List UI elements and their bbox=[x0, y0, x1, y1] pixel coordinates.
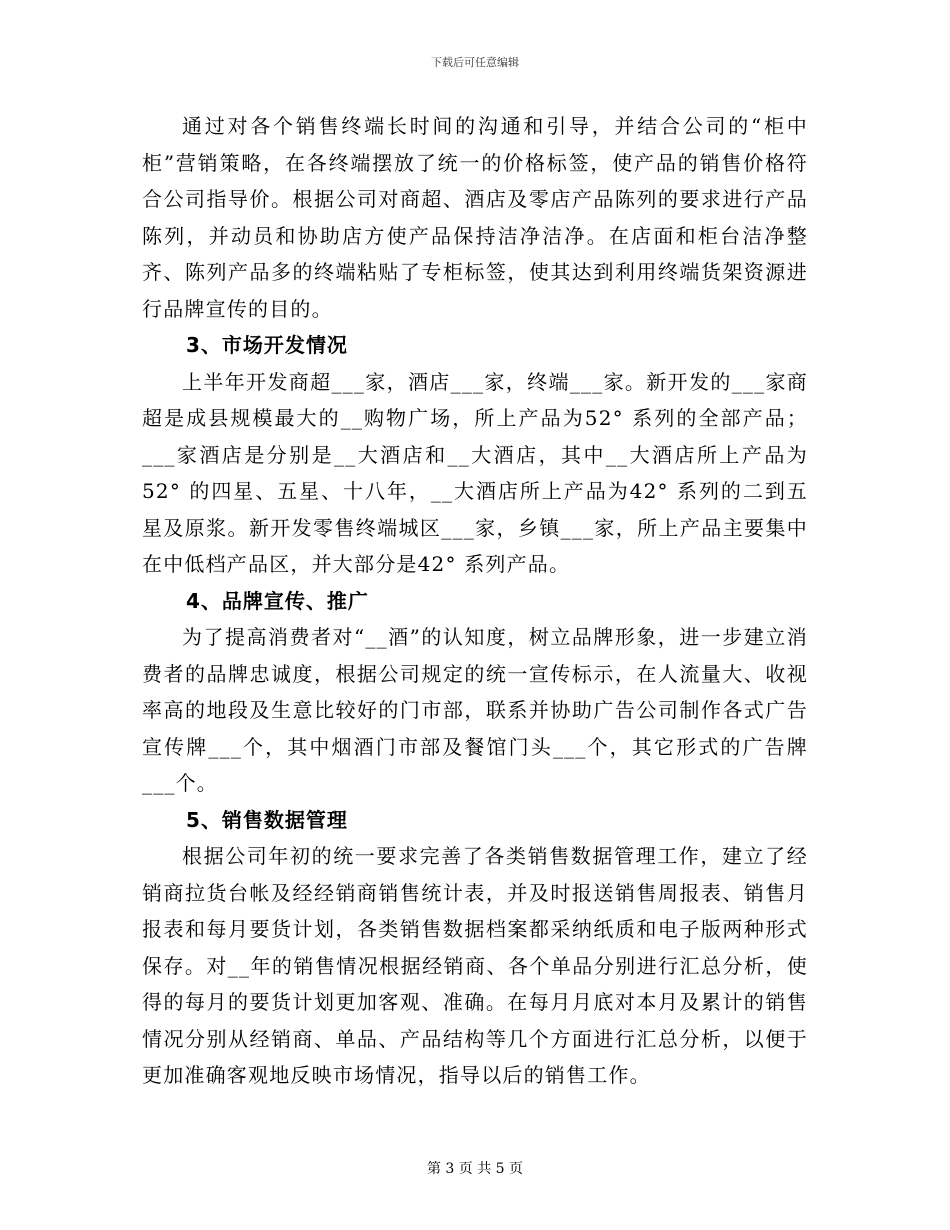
section-paragraph-market-development: 上半年开发商超___家，酒店___家，终端___家。新开发的___家商超是成县规模最大的__购物广场，所上产品为52° 系列的全部产品；___家酒店是分别是__大酒店和__大酒店，其中__大酒店所上产品为52° 的四星、五星、十八年，__大酒店所上产品为42° 系列的二到五星及原浆。新开发零售终端城区___家，乡镇___家，所上产品主要集中在中低档产品区，并大部分是42° 系列产品。 bbox=[142, 369, 808, 576]
page-header: 下载后可任意编辑 bbox=[431, 56, 519, 69]
section-paragraph-brand-promotion: 为了提高消费者对“__酒”的认知度，树立品牌形象，进一步建立消费者的品牌忠诚度，根据公司规定的统一宣传标示，在人流量大、收视率高的地段及生意比较好的门市部，联系并协助广告公司制作各式广告宣传牌___个，其中烟酒门市部及餐馆门头___个，其它形式的广告牌___个。 bbox=[142, 625, 808, 795]
section-paragraph-sales-data: 根据公司年初的统一要求完善了各类销售数据管理工作，建立了经销商拉货台帐及经经销商销售统计表，并及时报送销售周报表、销售月报表和每月要货计划，各类销售数据档案都采纳纸质和电子版两种形式保存。对__年的销售情况根据经销商、各个单品分别进行汇总分析，使得的每月的要货计划更加客观、准确。在每月月底对本月及累计的销售情况分别从经销商、单品、产品结构等几个方面进行汇总分析，以便于更加准确客观地反映市场情况，指导以后的销售工作。 bbox=[142, 844, 808, 1087]
section-heading-market-development: 3、市场开发情况 bbox=[186, 333, 348, 357]
section-heading-brand-promotion: 4、品牌宣传、推广 bbox=[186, 588, 369, 613]
intro-paragraph: 通过对各个销售终端长时间的沟通和引导，并结合公司的“柜中柜”营销策略，在各终端摆放了统一的价格标签，使产品的销售价格符合公司指导价。根据公司对商超、酒店及零店产品陈列的要求进行产品陈列，并动员和协助店方使产品保持洁净洁净。在店面和柜台洁净整齐、陈列产品多的终端粘贴了专柜标签，使其达到利用终端货架资源进行品牌宣传的目的。 bbox=[142, 114, 808, 321]
document-body bbox=[142, 108, 808, 1094]
section-heading-sales-data: 5、销售数据管理 bbox=[186, 807, 348, 832]
page-number-footer: 第 3 页 共 5 页 bbox=[426, 1161, 524, 1177]
